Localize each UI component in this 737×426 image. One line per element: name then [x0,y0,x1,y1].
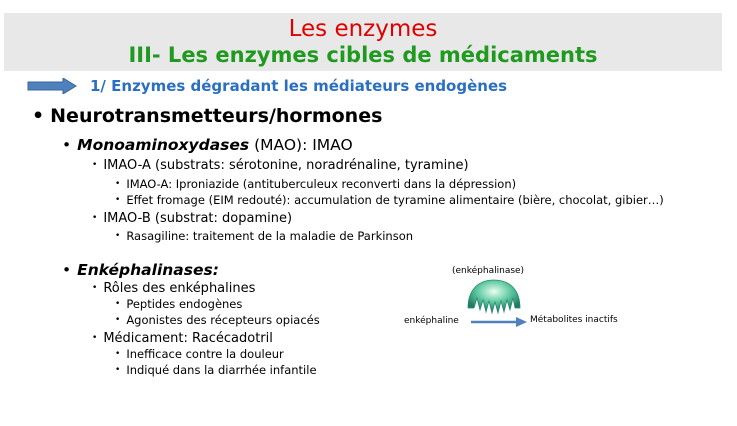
section-arrow-icon [27,78,77,94]
bullet-peptides: • Peptides endogènes [115,297,243,311]
section-heading: 1/ Enzymes dégradant les médiateurs endogènes [90,77,508,95]
reaction-arrow-icon [470,316,528,328]
substrate-label: enképhaline [404,316,459,326]
bullet-rasagiline: • Rasagiline: traitement de la maladie de Parkinson [115,229,414,243]
enzyme-label: (enképhalinase) [452,266,525,276]
enzyme-blob-icon [466,278,522,318]
bullet-enkephalinases: • Enképhalinases: [62,261,219,279]
bullet-neurotransmetteurs: • Neurotransmetteurs/hormones [32,105,383,127]
bullet-inefficace: • Inefficace contre la douleur [115,347,284,361]
title-banner [4,13,722,71]
product-label: Métabolites inactifs [530,315,618,325]
bullet-mao: • Monoaminoxydases (MAO): IMAO [62,136,353,154]
bullet-agonistes: • Agonistes des récepteurs opiacés [115,313,320,327]
page-title: Les enzymes [288,16,438,42]
bullet-diarrhee: • Indiqué dans la diarrhée infantile [115,363,317,377]
bullet-medicament: • Médicament: Racécadotril [92,331,273,346]
bullet-imao-a: • IMAO-A (substrats: sérotonine, noradrénaline, tyramine) [92,158,469,173]
bullet-imao-b: • IMAO-B (substrat: dopamine) [92,211,293,226]
bullet-effet-fromage: • Effet fromage (EIM redouté): accumulation de tyramine alimentaire (bière, chocolat, gibier…) [115,193,664,207]
enkephalinase-diagram [400,262,640,342]
page-subtitle: III- Les enzymes cibles de médicaments [128,43,598,67]
bullet-roles: • Rôles des enképhalines [92,281,256,296]
bullet-imao-a-iproniazide: • IMAO-A: Iproniazide (antituberculeux reconverti dans la dépression) [115,177,517,191]
